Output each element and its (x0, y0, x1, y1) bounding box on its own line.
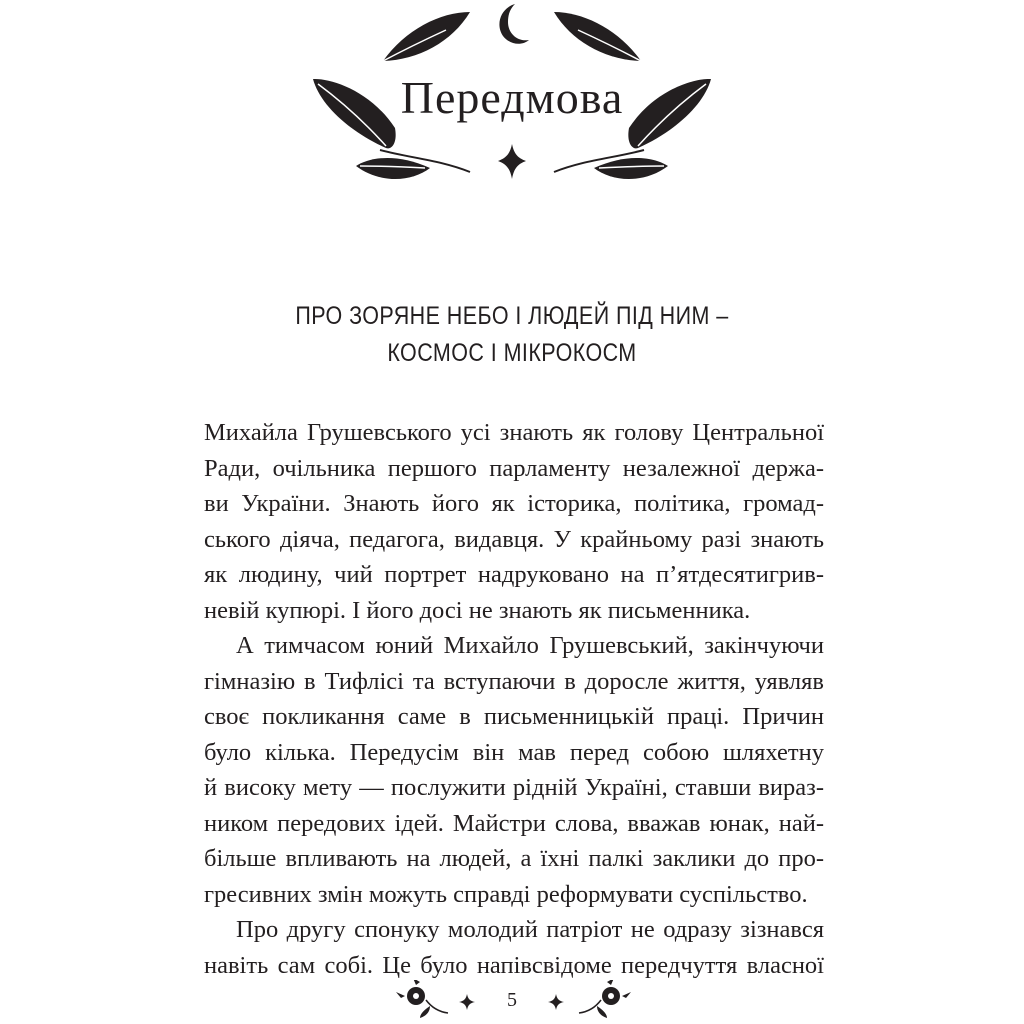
subtitle-line: ПРО ЗОРЯНЕ НЕБО І ЛЮДЕЙ ПІД НИМ – (295, 302, 729, 330)
text-line: й високу мету — послужити рідній Україні, ставши вираз- (204, 774, 824, 801)
text-line: було кілька. Передусім він мав перед собою шляхетну (204, 738, 824, 766)
right-upper-leaf-icon (554, 12, 641, 61)
subtitle-line: КОСМОС І МІКРОКОСМ (387, 339, 637, 367)
right-star-icon (548, 994, 564, 1010)
text-line: більше впливають на людей, а їхні палкі заклики до про- (204, 845, 824, 872)
left-star-icon (459, 994, 475, 1010)
text-line: Михайла Грушевського усі знають як голову Центральної (204, 419, 824, 446)
text-line: як людину, чий портрет надруковано на п’ятдесятигрив- (204, 561, 824, 588)
text-line: Ради, очільника першого парламенту незалежної держа- (204, 454, 824, 482)
section-subtitle (244, 298, 781, 372)
crescent-moon-icon (499, 4, 529, 44)
text-line: ського діяча, педагога, видавця. У крайньому разі знають (204, 525, 824, 553)
chapter-title: Передмова (400, 72, 624, 123)
text-line: своє покликання саме в письменницькій праці. Причин (204, 703, 824, 730)
text-line: ником передових ідей. Майстри слова, вважав юнак, най- (204, 809, 824, 837)
left-upper-leaf-icon (383, 12, 470, 61)
star-icon (498, 144, 526, 179)
body-text (204, 415, 824, 983)
text-line: Про другу спонуку молодий патріот не одразу зізнався (236, 916, 824, 943)
text-line: А тимчасом юний Михайло Грушевський, закінчуючи (236, 632, 824, 659)
text-line: невій купюрі. І його досі не знають як письменника. (204, 596, 751, 624)
left-flower-icon (396, 980, 448, 1018)
text-line: ви України. Знають його як історика, політика, громад- (204, 490, 824, 517)
text-line: гресивних змін можуть справді реформувати суспільство. (204, 880, 808, 908)
text-line: гімназію в Тифлісі та вступаючи в доросле життя, уявляв (204, 667, 824, 695)
text-line: навіть сам собі. Це було напівсвідоме передчуття власної (204, 951, 824, 979)
page-number: 5 (507, 989, 517, 1011)
right-flower-icon (579, 980, 631, 1018)
